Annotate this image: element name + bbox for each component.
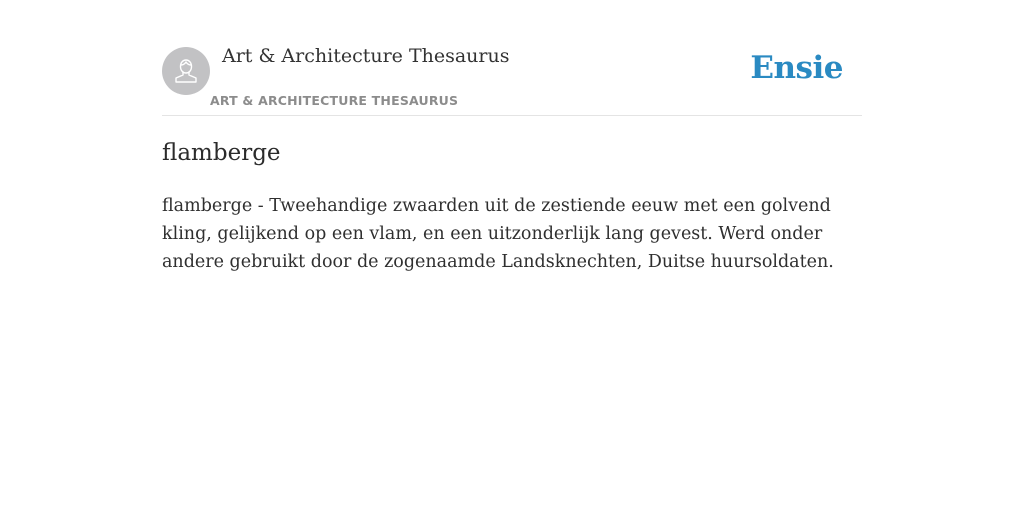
brand-logo[interactable]: Ensie <box>750 50 843 86</box>
entry-header <box>162 0 862 116</box>
author-subtitle: ART & ARCHITECTURE THESAURUS <box>210 93 459 108</box>
author-name[interactable]: Art & Architecture Thesaurus <box>222 45 510 67</box>
avatar[interactable] <box>162 47 210 95</box>
user-silhouette-icon <box>171 56 201 86</box>
entry-term: flamberge <box>162 140 281 166</box>
entry-definition: flamberge - Tweehandige zwaarden uit de zestiende eeuw met een golvend kling, gelijkend op een vlam, en een uitzonderlijk lang gevest. Werd onder andere gebruikt door de zogenaamde Landsknechten, Duitse huursoldaten. <box>162 196 834 272</box>
entry-card <box>162 0 862 272</box>
